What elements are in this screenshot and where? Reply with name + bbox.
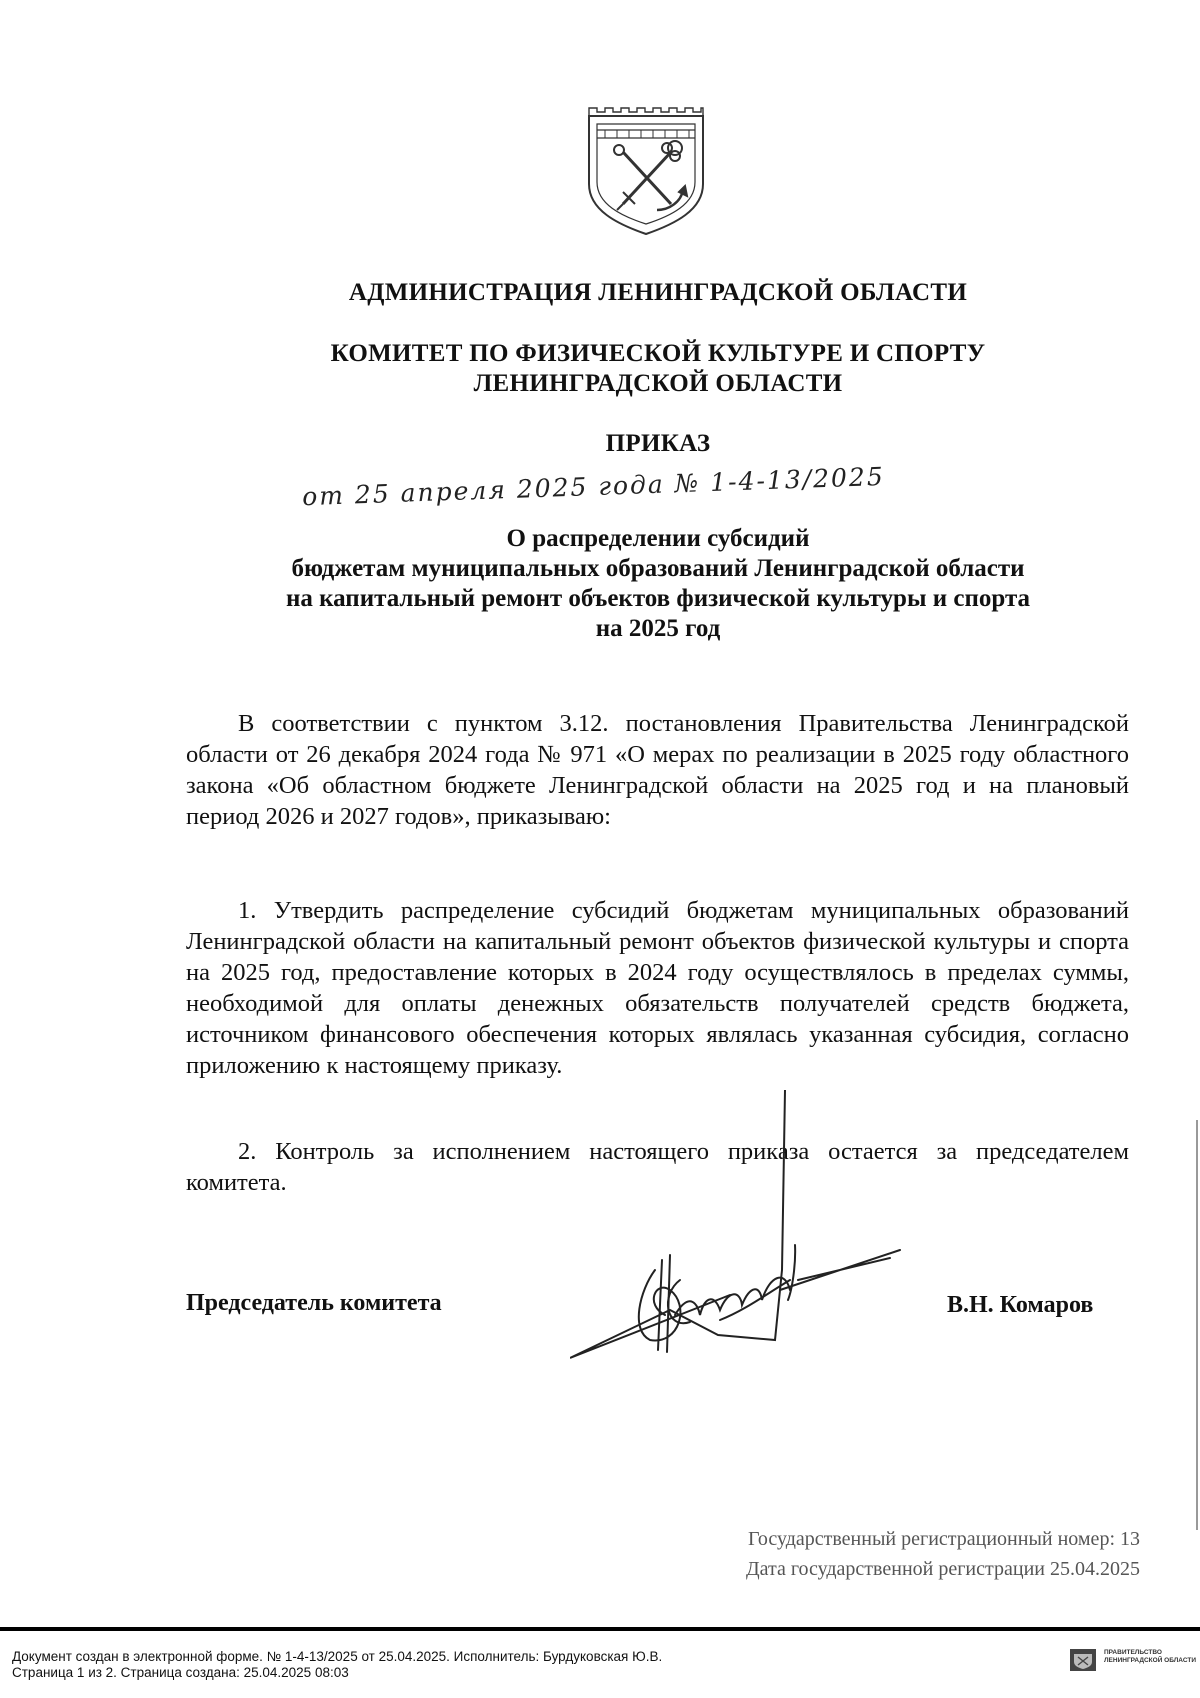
document-type: ПРИКАЗ — [605, 430, 711, 457]
committee-title-line2: ЛЕНИНГРАДСКОЙ ОБЛАСТИ — [473, 370, 843, 397]
item-1-paragraph: 1. Утвердить распределение субсидий бюджетам муниципальных образований Ленинградской области на капитальный ремонт объектов физической культуры и спорта на 2025 год, предоставление которых в 2024 году осуществлялось в пределах суммы, необходимой для оплаты денежных обязательств получателей средств бюджета, источником финансового обеспечения которых являлась указанная субсидия, согласно приложению к настоящему приказу. — [186, 897, 1129, 1079]
footer-divider — [0, 1627, 1200, 1631]
registration-number: Государственный регистрационный номер: 13 — [748, 1528, 1140, 1550]
order-title-line: на 2025 год — [595, 615, 721, 642]
scan-edge-line — [1196, 1120, 1198, 1530]
order-title-line: О распределении субсидий — [506, 525, 810, 552]
order-title — [0, 524, 1200, 644]
committee-title-line1: КОМИТЕТ ПО ФИЗИЧЕСКОЙ КУЛЬТУРЕ И СПОРТУ — [330, 340, 986, 367]
signatory-name: В.Н. Комаров — [947, 1292, 1094, 1318]
electronic-document-footer — [12, 1649, 662, 1681]
government-logo-text: ПРАВИТЕЛЬСТВО ЛЕНИНГРАДСКОЙ ОБЛАСТИ — [1104, 1649, 1196, 1664]
coat-of-arms-icon — [583, 106, 709, 236]
preamble-paragraph: В соответствии с пунктом 3.12. постановления Правительства Ленинградской области от 26 декабря 2024 года № 971 «О мерах по реализации в 2025 году областного закона «Об областном бюджете Ленинградской области на 2025 год и на плановый период 2026 и 2027 годов», приказываю: — [186, 710, 1129, 830]
item-2-paragraph: 2. Контроль за исполнением настоящего приказа остается за председателем комитета. — [186, 1138, 1129, 1196]
registration-date: Дата государственной регистрации 25.04.2025 — [745, 1558, 1140, 1580]
order-title-line: бюджетам муниципальных образований Ленинградской области — [291, 555, 1025, 582]
administration-title: АДМИНИСТРАЦИЯ ЛЕНИНГРАДСКОЙ ОБЛАСТИ — [348, 279, 968, 306]
handwritten-date-number: от 25 апреля 2025 года № 1-4-13/2025 — [301, 461, 886, 512]
footer-line-2: Страница 1 из 2. Страница создана: 25.04.2025 08:03 — [12, 1665, 349, 1680]
signatory-position: Председатель комитета — [186, 1290, 442, 1316]
handwritten-signature — [570, 1090, 910, 1375]
footer-line-1: Документ создан в электронной форме. № 1-4-13/2025 от 25.04.2025. Исполнитель: Бурдуковская Ю.В. — [12, 1649, 663, 1664]
order-title-line: на капитальный ремонт объектов физической культуры и спорта — [285, 585, 1031, 612]
government-logo-icon — [1070, 1649, 1096, 1671]
